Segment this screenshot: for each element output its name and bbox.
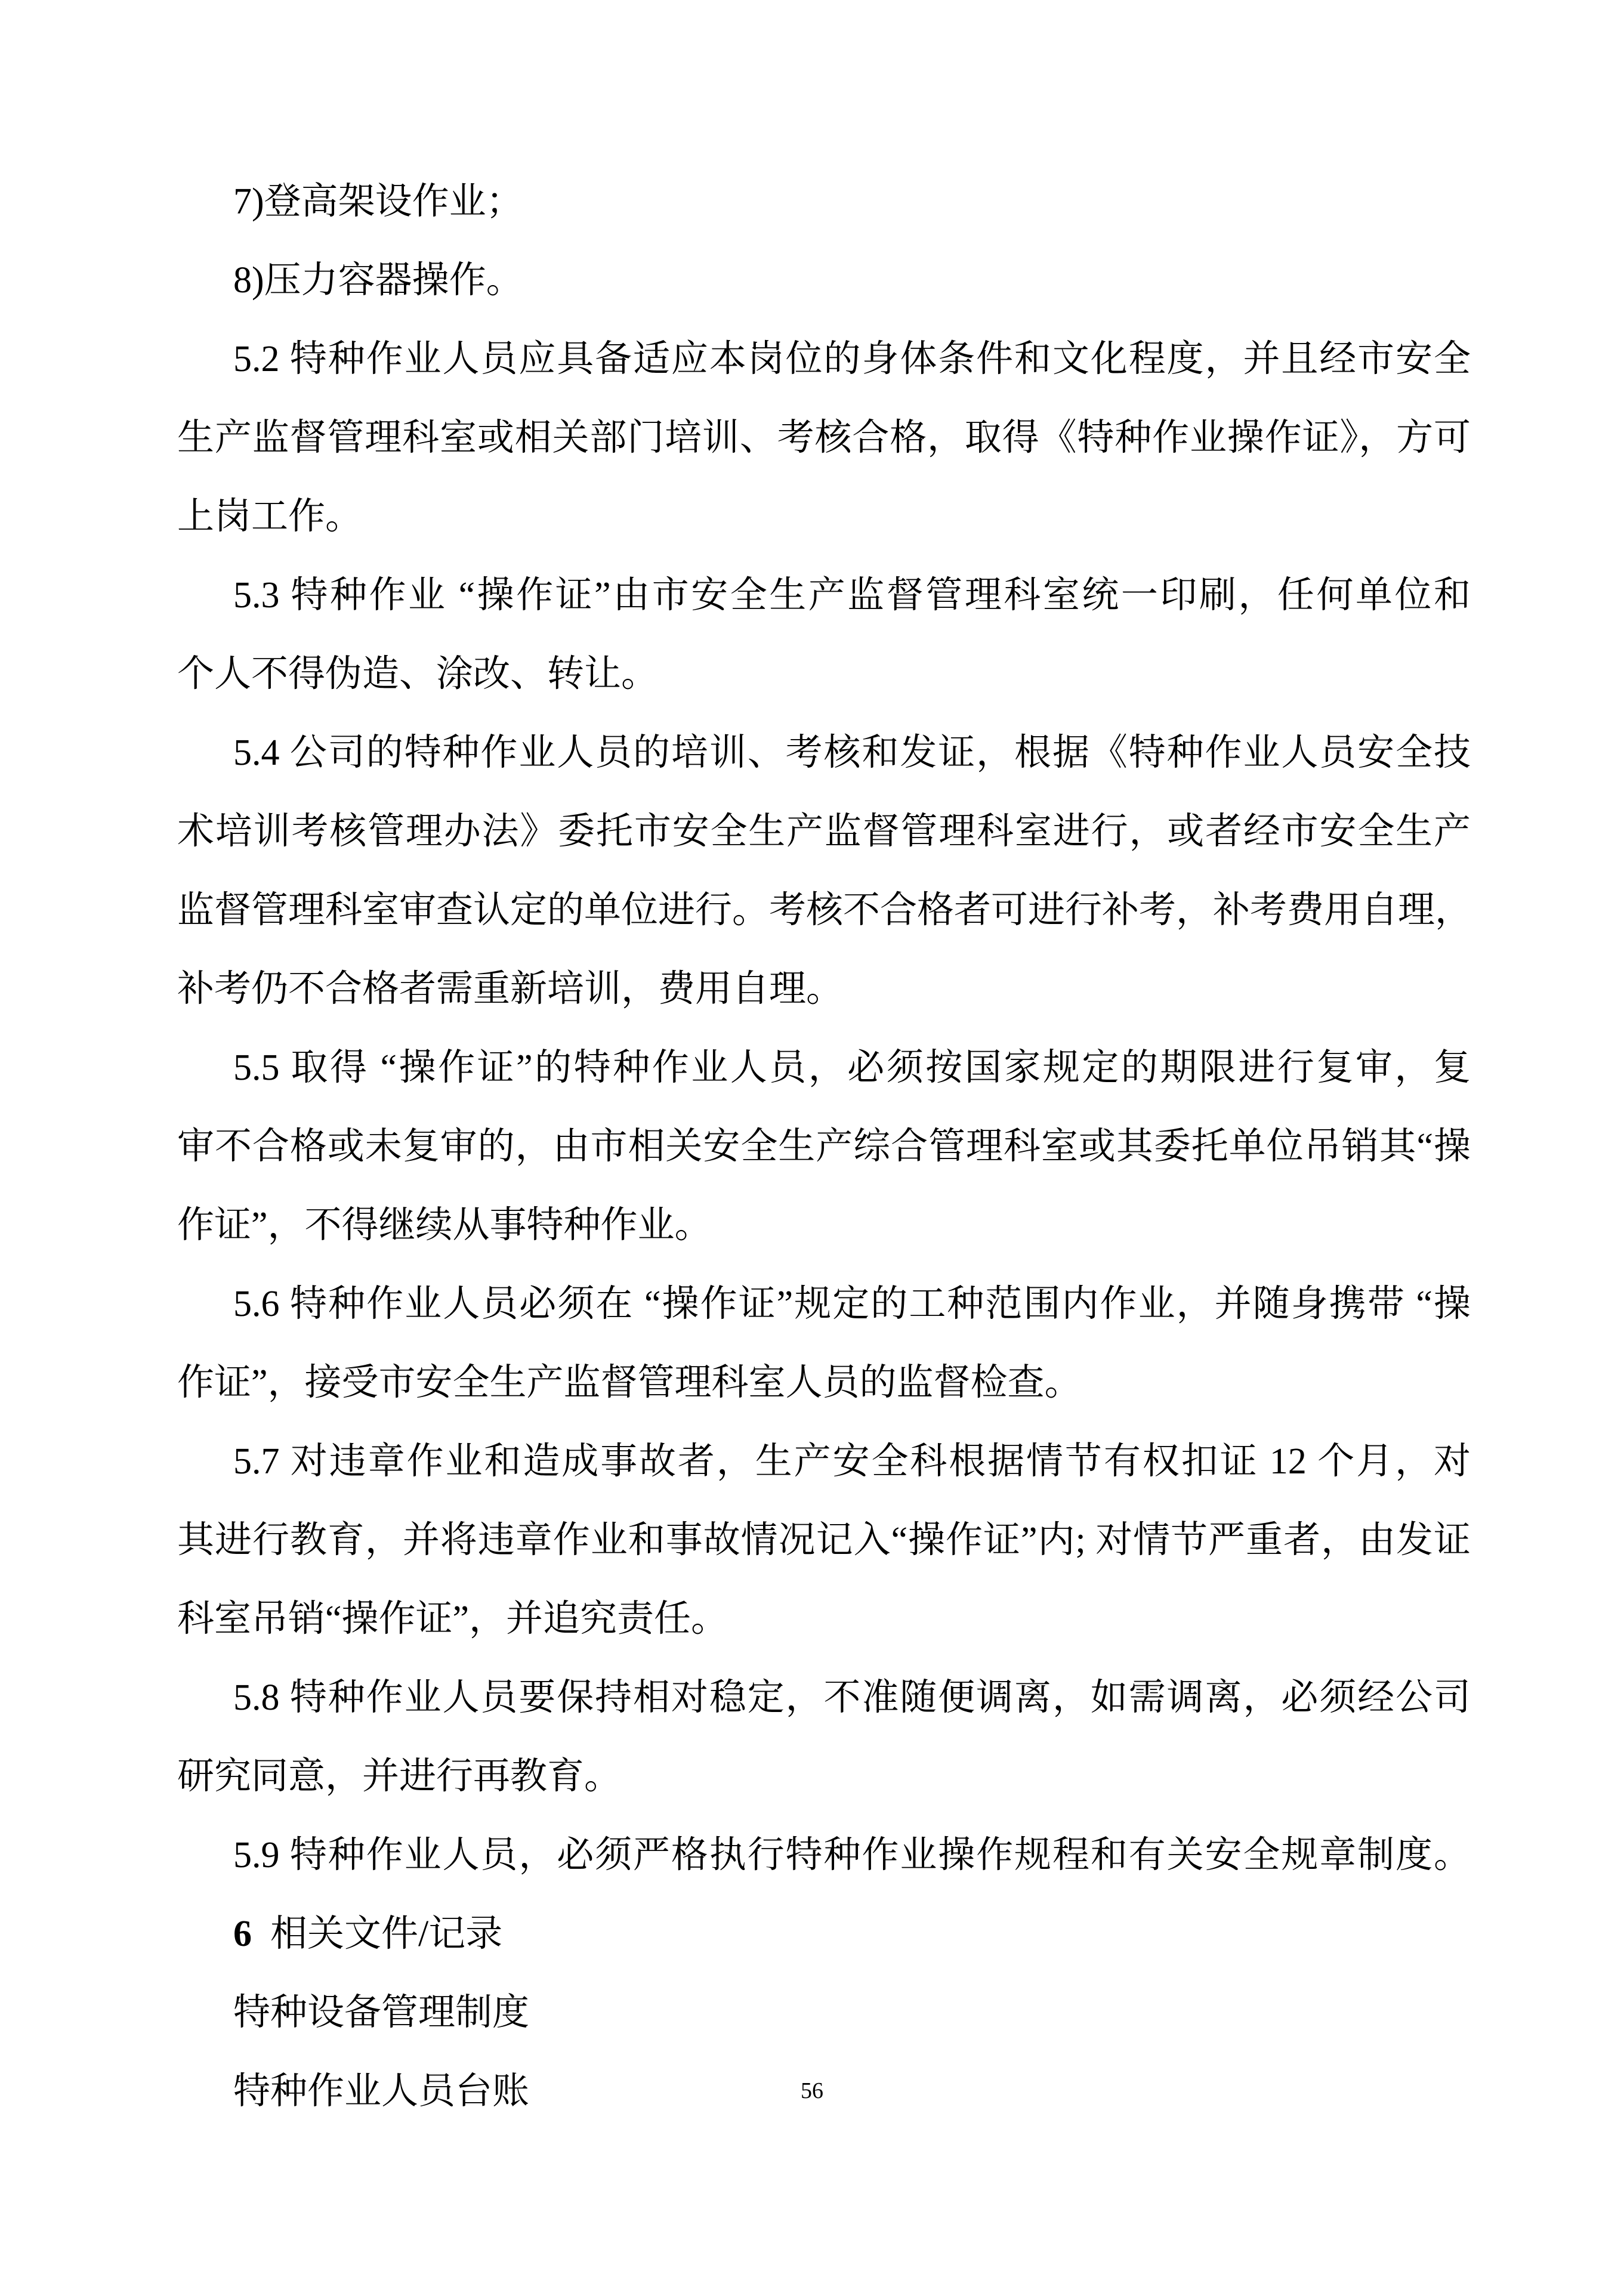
clause-5-8-line-2: 研究同意，并进行再教育。 (177, 1756, 622, 1797)
clause-5-7-line-2: 其进行教育，并将违章作业和事故情况记入“操作证”内; 对情节严重者，由发证 (177, 1520, 1471, 1560)
clause-5-3-line-2: 个人不得伪造、涂改、转让。 (177, 654, 659, 694)
related-doc-special-equipment: 特种设备管理制度 (233, 1992, 530, 2033)
page-number: 56 (801, 2078, 823, 2103)
clause-5-5-line-1: 5.5 取得 “操作证”的特种作业人员，必须按国家规定的期限进行复审，复 (233, 1047, 1471, 1088)
clause-5-6-line-2: 作证”，接受市安全生产监督管理科室人员的监督检查。 (177, 1362, 1082, 1403)
clause-5-4-line-1: 5.4 公司的特种作业人员的培训、考核和发证，根据《特种作业人员安全技 (233, 733, 1471, 773)
clause-5-5-line-3: 作证”，不得继续从事特种作业。 (177, 1205, 712, 1246)
clause-5-6-line-1: 5.6 特种作业人员必须在 “操作证”规定的工种范围内作业，并随身携带 “操 (233, 1284, 1471, 1324)
clause-5-7-line-1: 5.7 对违章作业和造成事故者，生产安全科根据情节有权扣证 12 个月，对 (233, 1441, 1471, 1482)
clause-5-2-line-3: 上岗工作。 (177, 496, 363, 537)
clause-5-4-line-2: 术培训考核管理办法》委托市安全生产监督管理科室进行，或者经市安全生产 (177, 811, 1471, 852)
clause-5-7-line-3: 科室吊销“操作证”，并追究责任。 (177, 1599, 728, 1639)
clause-5-4-line-4: 补考仍不合格者需重新培训，费用自理。 (177, 969, 844, 1009)
section-6-heading (177, 1895, 1471, 1973)
clause-5-9-line-1: 5.9 特种作业人员，必须严格执行特种作业操作规程和有关安全规章制度。 (233, 1835, 1471, 1875)
page-body (177, 162, 1471, 2131)
list-item-7: 7)登高架设作业； (233, 181, 523, 222)
clause-5-3-line-1: 5.3 特种作业 “操作证”由市安全生产监督管理科室统一印刷，任何单位和 (233, 575, 1471, 616)
clause-5-4-line-3: 监督管理科室审查认定的单位进行。考核不合格者可进行补考，补考费用自理， (177, 890, 1472, 931)
section-6-title: 相关文件/记录 (270, 1914, 503, 1954)
clause-5-8-line-1: 5.8 特种作业人员要保持相对稳定，不准随便调离，如需调离，必须经公司 (233, 1677, 1471, 1718)
list-item-8: 8)压力容器操作。 (233, 260, 523, 301)
clause-5-5-line-2: 审不合格或未复审的，由市相关安全生产综合管理科室或其委托单位吊销其“操 (177, 1126, 1471, 1167)
related-doc-operator-ledger: 特种作业人员台账 (233, 2071, 530, 2112)
section-6-number: 6 (233, 1914, 252, 1954)
clause-5-2-line-1: 5.2 特种作业人员应具备适应本岗位的身体条件和文化程度，并且经市安全 (233, 339, 1471, 379)
clause-5-2-line-2: 生产监督管理科室或相关部门培训、考核合格，取得《特种作业操作证》，方可 (177, 418, 1471, 458)
